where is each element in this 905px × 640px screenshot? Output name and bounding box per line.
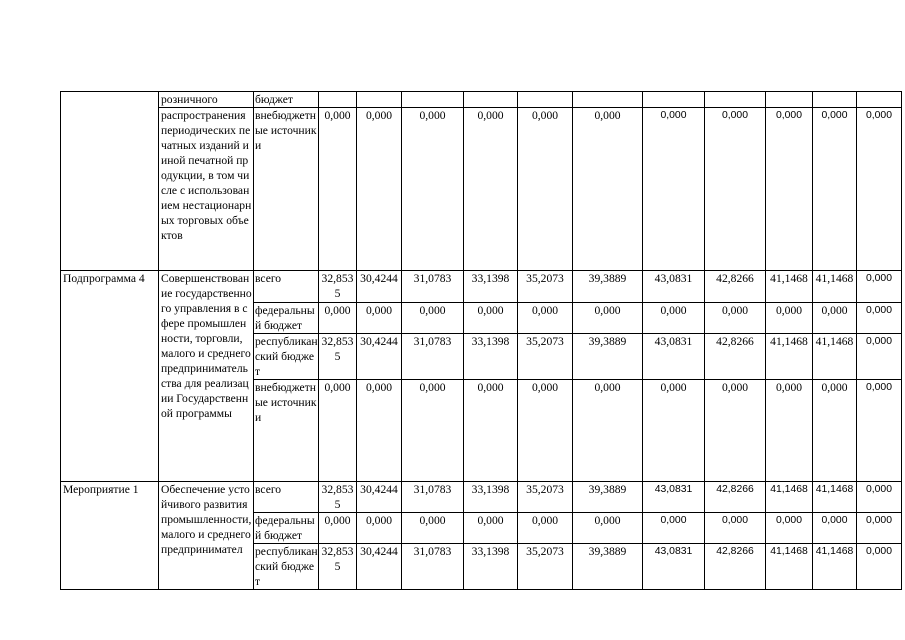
value-cell: 33,1398 [464, 334, 518, 380]
value-cell: 0,000 [813, 513, 857, 544]
value-cell: 41,1468 [766, 271, 813, 303]
value-cell: 0,000 [766, 108, 813, 271]
source-cell: бюджет [254, 92, 319, 108]
section-cell [61, 92, 159, 271]
table-row [61, 271, 902, 303]
value-cell: 0,000 [357, 303, 402, 334]
value-cell: 33,1398 [464, 544, 518, 590]
budget-table [60, 91, 902, 590]
value-cell: 33,1398 [464, 271, 518, 303]
source-cell: внебюджетные источники [254, 380, 319, 482]
value-cell: 0,000 [857, 544, 902, 590]
value-cell: 0,000 [643, 513, 705, 544]
value-cell: 43,0831 [643, 334, 705, 380]
value-cell: 30,4244 [357, 271, 402, 303]
value-cell: 0,000 [357, 380, 402, 482]
value-cell: 41,1468 [766, 544, 813, 590]
value-cell: 0,000 [573, 303, 643, 334]
value-cell: 0,000 [643, 108, 705, 271]
value-cell [573, 92, 643, 108]
value-cell: 0,000 [319, 513, 357, 544]
value-cell: 30,4244 [357, 544, 402, 590]
source-cell: внебюджетные источники [254, 108, 319, 271]
value-cell [319, 92, 357, 108]
value-cell: 35,2073 [518, 334, 573, 380]
value-cell [643, 92, 705, 108]
name-cell: Совершенствование государственного управления в сфере промышленности, торговли, малого и среднего предпринимательства для реализации Государственной программы [159, 271, 254, 482]
value-cell: 41,1468 [813, 544, 857, 590]
value-cell: 30,4244 [357, 482, 402, 513]
value-cell: 0,000 [518, 380, 573, 482]
value-cell: 0,000 [573, 108, 643, 271]
value-cell: 0,000 [319, 303, 357, 334]
section-cell: Подпрограмма 4 [61, 271, 159, 482]
value-cell: 0,000 [402, 380, 464, 482]
value-cell: 0,000 [643, 380, 705, 482]
value-cell: 0,000 [857, 271, 902, 303]
value-cell: 0,000 [357, 108, 402, 271]
value-cell: 32,8535 [319, 271, 357, 303]
name-cell: распространения периодических печатных изданий и иной печатной продукции, в том числе с использованием нестационарных торговых объектов [159, 108, 254, 271]
value-cell: 41,1468 [813, 482, 857, 513]
value-cell [766, 92, 813, 108]
value-cell: 32,8535 [319, 482, 357, 513]
value-cell: 0,000 [319, 108, 357, 271]
value-cell: 31,0783 [402, 334, 464, 380]
value-cell: 0,000 [857, 108, 902, 271]
value-cell: 35,2073 [518, 482, 573, 513]
value-cell: 42,8266 [705, 544, 766, 590]
value-cell: 43,0831 [643, 482, 705, 513]
value-cell: 0,000 [857, 334, 902, 380]
value-cell: 32,8535 [319, 334, 357, 380]
table-row [61, 92, 902, 108]
source-cell: всего [254, 482, 319, 513]
value-cell: 30,4244 [357, 334, 402, 380]
value-cell: 0,000 [319, 380, 357, 482]
value-cell: 0,000 [643, 303, 705, 334]
value-cell: 0,000 [705, 513, 766, 544]
value-cell: 0,000 [766, 513, 813, 544]
source-cell: республиканский бюджет [255, 335, 318, 378]
value-cell: 33,1398 [464, 482, 518, 513]
value-cell: 41,1468 [813, 334, 857, 380]
value-cell: 39,3889 [573, 482, 643, 513]
name-cell: розничного [159, 92, 254, 108]
value-cell: 41,1468 [766, 334, 813, 380]
value-cell: 0,000 [857, 380, 902, 482]
section-cell: Мероприятие 1 [61, 482, 159, 590]
value-cell [518, 92, 573, 108]
value-cell: 0,000 [518, 108, 573, 271]
value-cell: 42,8266 [705, 334, 766, 380]
value-cell: 35,2073 [518, 271, 573, 303]
value-cell: 0,000 [705, 380, 766, 482]
value-cell: 0,000 [813, 303, 857, 334]
value-cell [813, 92, 857, 108]
value-cell [402, 92, 464, 108]
source-cell: федеральный бюджет [254, 303, 319, 334]
value-cell: 0,000 [813, 380, 857, 482]
value-cell: 0,000 [518, 513, 573, 544]
source-cell: федеральный бюджет [254, 513, 319, 544]
source-cell: республиканский бюджет [255, 545, 318, 588]
value-cell: 32,8535 [319, 544, 357, 590]
table-row [61, 108, 902, 271]
value-cell: 41,1468 [766, 482, 813, 513]
value-cell [857, 92, 902, 108]
value-cell: 31,0783 [402, 544, 464, 590]
value-cell: 39,3889 [573, 334, 643, 380]
name-cell: Обеспечение устойчивого развития промышленности, малого и среднего предпринимател [159, 482, 254, 590]
value-cell [357, 92, 402, 108]
value-cell: 39,3889 [573, 271, 643, 303]
value-cell: 31,0783 [402, 271, 464, 303]
table-row [61, 482, 902, 513]
value-cell: 0,000 [402, 108, 464, 271]
value-cell: 42,8266 [705, 482, 766, 513]
value-cell: 0,000 [464, 513, 518, 544]
value-cell [705, 92, 766, 108]
source-cell: всего [254, 271, 319, 303]
value-cell: 0,000 [766, 303, 813, 334]
value-cell: 42,8266 [705, 271, 766, 303]
value-cell: 31,0783 [402, 482, 464, 513]
value-cell: 0,000 [402, 303, 464, 334]
value-cell: 0,000 [766, 380, 813, 482]
value-cell: 0,000 [857, 513, 902, 544]
value-cell: 0,000 [402, 513, 464, 544]
value-cell: 0,000 [705, 108, 766, 271]
value-cell: 43,0831 [643, 544, 705, 590]
value-cell: 0,000 [357, 513, 402, 544]
value-cell: 0,000 [857, 482, 902, 513]
value-cell: 0,000 [813, 108, 857, 271]
value-cell: 0,000 [573, 380, 643, 482]
value-cell: 43,0831 [643, 271, 705, 303]
value-cell: 41,1468 [813, 271, 857, 303]
value-cell [464, 92, 518, 108]
value-cell: 0,000 [464, 380, 518, 482]
value-cell: 39,3889 [573, 544, 643, 590]
value-cell: 0,000 [464, 108, 518, 271]
value-cell: 35,2073 [518, 544, 573, 590]
value-cell: 0,000 [705, 303, 766, 334]
value-cell: 0,000 [464, 303, 518, 334]
value-cell: 0,000 [518, 303, 573, 334]
value-cell: 0,000 [857, 303, 902, 334]
value-cell: 0,000 [573, 513, 643, 544]
